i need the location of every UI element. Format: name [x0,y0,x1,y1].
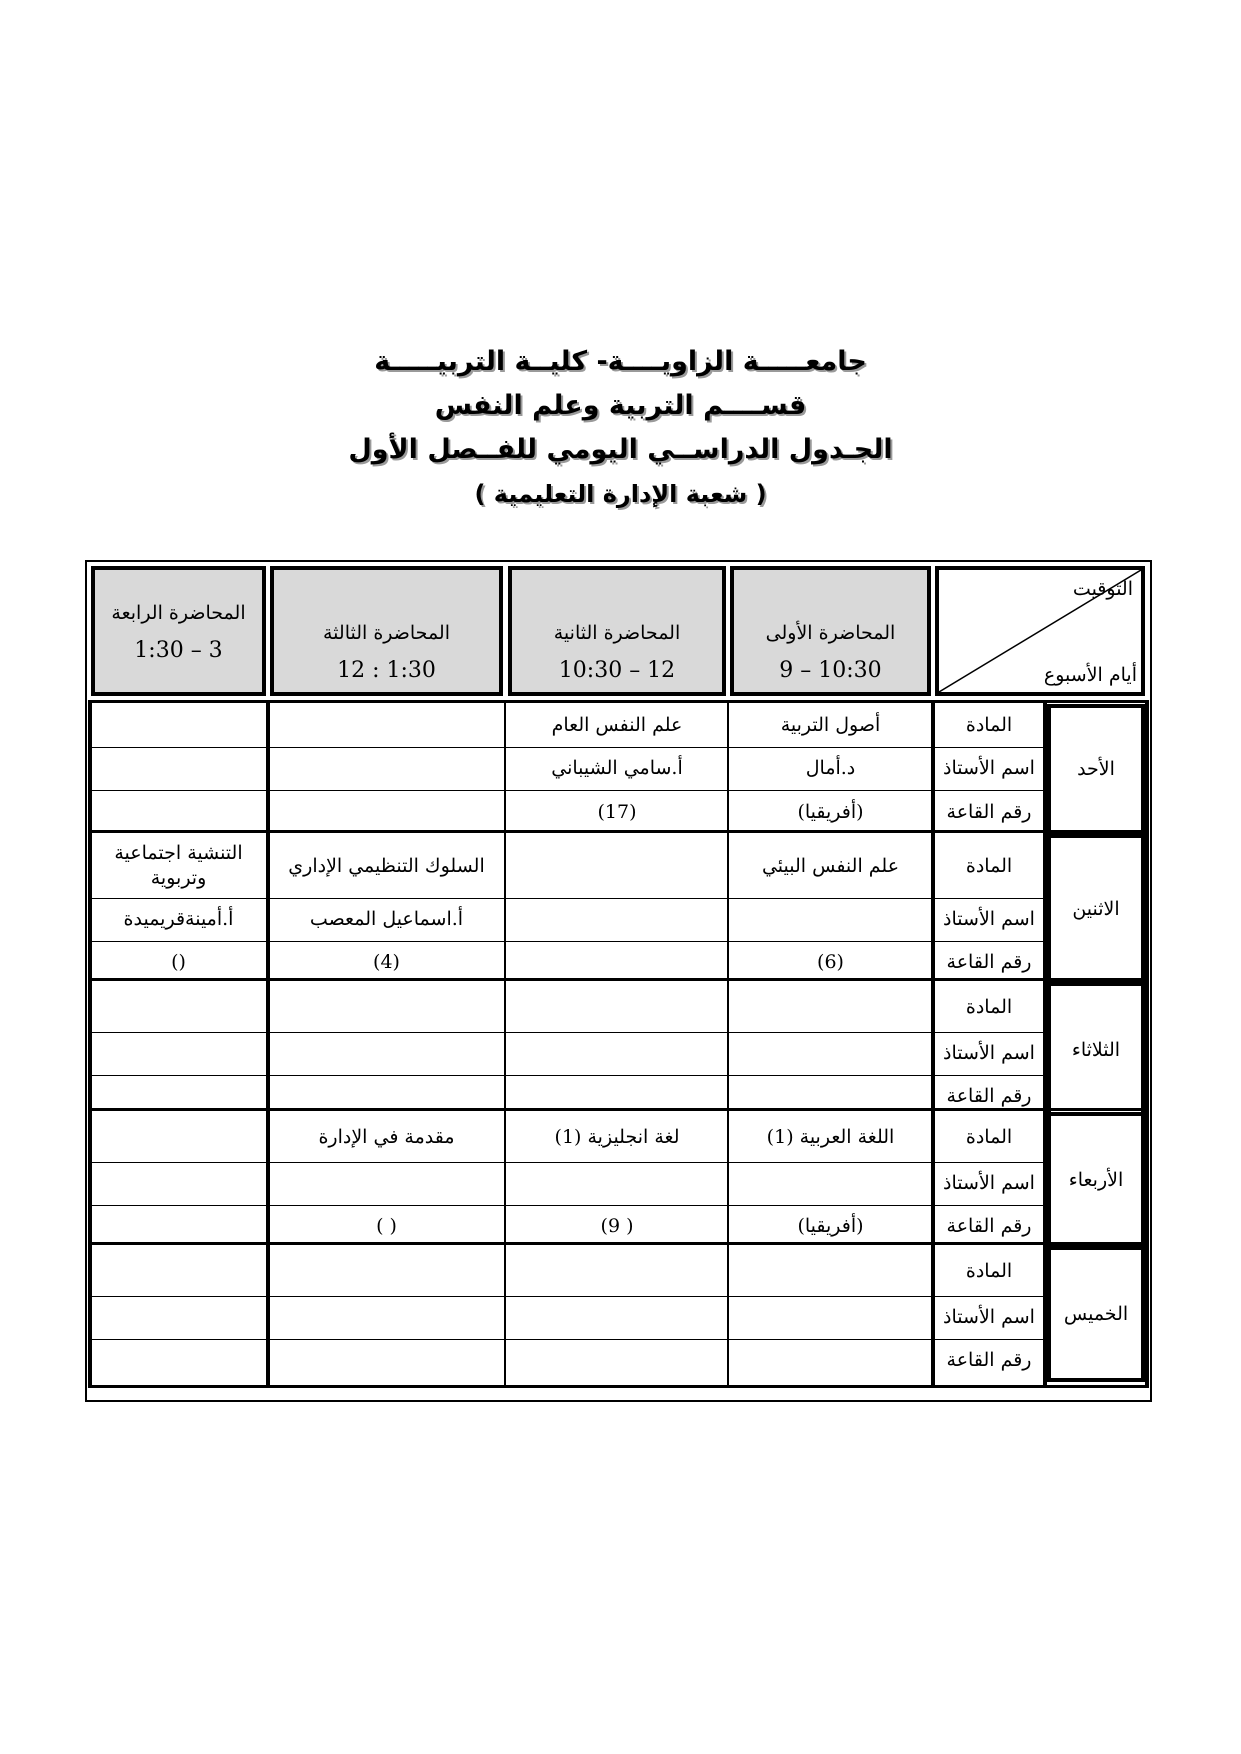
cell-room [270,1339,503,1382]
row-label-room: رقم القاعة [946,1349,1032,1371]
cell-subject [270,1246,503,1296]
day-separator [88,1108,1148,1111]
cell-room: (أفريقيا) [797,1215,864,1237]
cell-subject: علم النفس البيئي [761,854,900,877]
lecture-3-time: 12 : 1:30 [337,658,436,683]
university-title: جامعـــــة الزاويــــة- كليــة التربيـــــة [374,346,867,377]
cell-subject [508,1246,726,1296]
row-label-teacher: اسم الأستاذ [943,1306,1035,1328]
column-divider [266,700,270,1388]
cell-teacher [508,1296,726,1339]
cell-room [91,790,266,834]
column-divider [504,700,506,1388]
department-title: قســــم التربية وعلم النفس [434,390,807,421]
cell-subject [91,982,266,1032]
lecture-2-label: المحاضرة الثانية [553,622,681,644]
row-label-teacher: اسم الأستاذ [943,1042,1035,1064]
cell-room: ( 9) [600,1215,634,1237]
cell-teacher [270,747,503,790]
cell-room [270,790,503,834]
cell-teacher [508,1162,726,1205]
day-separator [88,830,1148,833]
cell-subject: السلوك التنظيمي الإداري [288,854,485,877]
day-cell: الخميس [1047,1246,1145,1382]
row-label-room: رقم القاعة [946,1084,1032,1107]
cell-subject [270,982,503,1032]
cell-subject [508,834,726,898]
lecture-3-label: المحاضرة الثالثة [322,622,451,644]
cell-teacher [270,1032,503,1075]
day-cell: الاثنين [1047,834,1145,984]
row-label-subject: المادة [965,1259,1013,1282]
column-divider [88,700,92,1388]
lecture-4-time: 1:30 – 3 [134,638,223,663]
cell-teacher [730,898,931,941]
lecture-3-header [270,566,503,696]
cell-teacher [91,1032,266,1075]
cell-teacher [508,898,726,941]
corner-header-cell [935,566,1145,696]
row-label-subject: المادة [965,1125,1013,1148]
cell-teacher: د.أمال [805,757,856,779]
cell-room: (17) [597,800,637,823]
lecture-1-label: المحاضرة الأولى [765,622,896,644]
cell-subject [730,1246,931,1296]
row-label-room: رقم القاعة [946,800,1032,823]
cell-teacher [270,1296,503,1339]
cell-subject: التنشية اجتماعية وتربوية [114,842,243,889]
column-divider [727,700,729,1388]
cell-room: (6) [817,951,844,973]
cell-subject [91,704,266,747]
table-bottom-border [88,1385,1148,1388]
cell-room [508,1339,726,1382]
title-block [0,340,1241,516]
cell-subject [91,1246,266,1296]
column-divider [1145,700,1149,1388]
cell-teacher [730,1032,931,1075]
column-divider [1043,700,1047,1388]
cell-subject [91,1112,266,1162]
cell-room [91,1339,266,1382]
cell-room [730,1339,931,1382]
row-label-teacher: اسم الأستاذ [943,908,1035,930]
cell-teacher [91,1162,266,1205]
cell-teacher: أ.اسماعيل المعصب [309,908,464,930]
corner-days-label: أيام الأسبوع [1043,664,1137,686]
cell-teacher [91,747,266,790]
cell-subject: أصول التربية [780,714,881,736]
division-title: ( شعبة الإدارة التعليمية ) [474,480,767,508]
lecture-4-label: المحاضرة الرابعة [111,602,246,624]
day-cell: الأربعاء [1047,1112,1145,1248]
cell-room: (4) [373,951,400,973]
column-divider [931,700,935,1388]
row-label-room: رقم القاعة [946,1215,1032,1237]
row-label-teacher: اسم الأستاذ [943,757,1035,779]
row-label-teacher: اسم الأستاذ [943,1172,1035,1194]
day-separator [88,700,1148,703]
cell-room: (أفريقيا) [797,800,864,823]
row-label-room: رقم القاعة [946,951,1032,973]
cell-subject: مقدمة في الإدارة [318,1125,455,1148]
row-label-subject: المادة [965,714,1013,736]
cell-subject [508,982,726,1032]
day-separator [88,978,1148,981]
lecture-1-time: 9 – 10:30 [779,658,882,683]
cell-subject [730,982,931,1032]
cell-teacher [508,1032,726,1075]
cell-teacher: أ.سامي الشيباني [551,757,683,779]
cell-subject: اللغة العربية (1) [766,1125,895,1148]
day-cell: الثلاثاء [1047,982,1145,1117]
cell-subject [270,704,503,747]
cell-teacher [270,1162,503,1205]
cell-teacher [730,1162,931,1205]
corner-timing-label: التوقيت [1072,578,1133,600]
schedule-title: الجـدول الدراســي اليومي للفــصل الأول [348,434,893,465]
day-separator [88,1242,1148,1245]
lecture-1-header [730,566,931,696]
cell-subject: علم النفس العام [551,714,683,736]
cell-teacher [730,1296,931,1339]
cell-room: ( ) [376,1215,397,1237]
lecture-4-header [91,566,266,696]
row-label-subject: المادة [965,995,1013,1018]
cell-teacher [91,1296,266,1339]
row-label-subject: المادة [965,854,1013,877]
lecture-2-time: 10:30 – 12 [558,658,676,683]
cell-teacher: أ.أمينةقريميدة [123,908,234,930]
day-cell: الأحد [1047,704,1145,834]
lecture-2-header [508,566,726,696]
cell-room: () [171,951,186,973]
cell-subject: لغة انجليزية (1) [554,1125,680,1148]
